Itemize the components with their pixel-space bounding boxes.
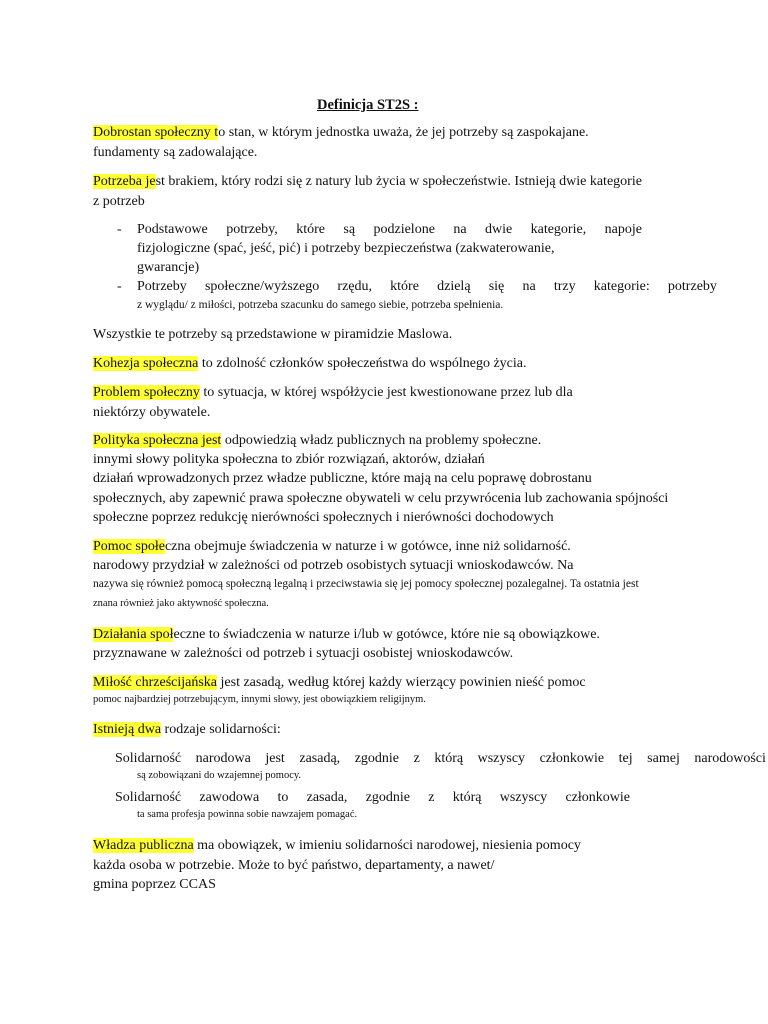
- list-item-2-line1: [137, 278, 717, 296]
- solidarity-national-line2: są zobowiązani do wzajemnej pomocy.: [137, 770, 302, 781]
- list-item-2-line2: z wyglądu/ z miłości, potrzeba szacunku do samego siebie, potrzeba spełnienia.: [137, 299, 504, 311]
- highlighted-term: Dobrostan społeczny t: [93, 125, 219, 140]
- paragraph-dzialania-line2: przyznawane w zależności od potrzeb i sytuacji osobistej wnioskodawców.: [93, 646, 514, 661]
- highlighted-term: Kohezja społeczna: [93, 356, 199, 371]
- text-span: eczne to świadczenia w naturze i/lub w gotówce, które nie są obowiązkowe.: [173, 627, 600, 642]
- word: Solidarność: [115, 790, 182, 805]
- paragraph-polityka-line5: społeczne poprzez redukcję nierówności społecznych i nierówności dochodowych: [93, 510, 554, 525]
- paragraph-kohezja: [93, 355, 526, 373]
- word: jest: [265, 751, 285, 766]
- highlighted-term: Potrzeba je: [93, 174, 156, 189]
- solidarity-professional-line2: ta sama profesja powinna sobie nawzajem pomagać.: [137, 809, 358, 820]
- paragraph-maslow: Wszystkie te potrzeby są przedstawione w piramidzie Maslowa.: [93, 327, 453, 342]
- text-span: o stan, w którym jednostka uważa, że jej potrzeby są zaspokajane.: [218, 125, 589, 140]
- word: dzielą: [437, 279, 471, 294]
- paragraph-pomoc-line1: [93, 538, 571, 556]
- word: członkowie: [565, 790, 630, 805]
- paragraph-milosc-line2: pomoc najbardziej potrzebującym, innymi słowy, jest obowiązkiem religijnym.: [93, 694, 426, 705]
- text-span: czna obejmuje świadczenia w naturze i w gotówce, inne niż solidarność.: [164, 539, 571, 554]
- word: na: [453, 222, 467, 237]
- word: dwie: [484, 222, 513, 237]
- word: potrzeby: [667, 279, 717, 294]
- text-span: odpowiedzią władz publicznych na problemy społeczne.: [221, 433, 542, 448]
- paragraph-polityka-line2: innymi słowy polityka społeczna to zbiór rozwiązań, aktorów, działań: [93, 452, 485, 467]
- text-span: to zdolność członków społeczeństwa do wspólnego życia.: [198, 356, 527, 371]
- word: Potrzeby: [137, 279, 187, 294]
- word: Podstawowe: [137, 222, 208, 237]
- paragraph-problem-line1: [93, 384, 573, 402]
- paragraph-dobrostan-line2: fundamenty są zadowalające.: [93, 145, 258, 160]
- paragraph-pomoc-line3: nazywa się również pomocą społeczną legalną i przeciwstawia się jej pomocy społecznej pozalegalnej. Ta ostatnia jest: [93, 578, 639, 590]
- word: tej: [618, 751, 633, 766]
- word: zasada,: [306, 790, 348, 805]
- highlighted-term: Problem społeczny: [93, 385, 200, 400]
- word: narodowa: [195, 751, 251, 766]
- text-span: ma obowiązek, w imieniu solidarności narodowej, niesienia pomocy: [193, 838, 581, 853]
- word: zgodnie: [354, 751, 400, 766]
- word: samej: [647, 751, 680, 766]
- paragraph-wladza-line3: gmina poprzez CCAS: [93, 877, 216, 892]
- word: potrzeby,: [226, 222, 278, 237]
- text-span: jest zasadą, według której każdy wierzący powinien nieść pomoc: [217, 675, 586, 690]
- word: są: [343, 222, 356, 237]
- paragraph-wladza-line2: każda osoba w potrzebie. Może to być państwo, departamenty, a nawet/: [93, 858, 495, 873]
- word: kategorie,: [530, 222, 587, 237]
- text-span: to sytuacja, w której współżycie jest kwestionowane przez lub dla: [199, 385, 573, 400]
- word: z: [428, 790, 435, 805]
- word: wszyscy: [499, 790, 548, 805]
- word: które: [296, 222, 325, 237]
- word: narodowości: [694, 751, 766, 766]
- page-title: Definicja ST2S :: [317, 97, 419, 113]
- list-dash-1: -: [117, 222, 122, 237]
- text-span: rodzaje solidarności:: [161, 722, 281, 737]
- paragraph-milosc-line1: [93, 674, 586, 692]
- paragraph-dobrostan-line1: [93, 124, 589, 142]
- paragraph-potrzeba-line2: z potrzeb: [93, 194, 145, 209]
- highlighted-term: Polityka społeczna jest: [93, 433, 222, 448]
- highlighted-term: Miłość chrześcijańska: [93, 675, 218, 690]
- word: na: [522, 279, 536, 294]
- word: Solidarność: [115, 751, 182, 766]
- word: wszyscy: [477, 751, 526, 766]
- word: napoje: [604, 222, 642, 237]
- word: podzielone: [373, 222, 435, 237]
- list-dash-2: -: [117, 279, 122, 294]
- paragraph-potrzeba-line1: [93, 173, 642, 191]
- word: z: [413, 751, 420, 766]
- list-item-1-line1: [137, 221, 642, 239]
- word: którą: [434, 751, 464, 766]
- word: to: [277, 790, 289, 805]
- solidarity-national-line1: [115, 750, 766, 768]
- word: zawodowa: [199, 790, 260, 805]
- word: członkowie: [539, 751, 605, 766]
- paragraph-polityka-line1: [93, 432, 541, 450]
- highlighted-term: Istnieją dwa: [93, 722, 162, 737]
- word: zasadą,: [299, 751, 341, 766]
- paragraph-dzialania-line1: [93, 626, 600, 644]
- word: rzędu,: [337, 279, 372, 294]
- paragraph-problem-line2: niektórzy obywatele.: [93, 405, 211, 420]
- list-item-1-line2: fizjologiczne (spać, jeść, pić) i potrzeby bezpieczeństwa (zakwaterowanie,: [137, 241, 555, 256]
- solidarity-professional-line1: [115, 789, 630, 807]
- paragraph-istnieja: [93, 721, 281, 739]
- word: które: [390, 279, 419, 294]
- word: którą: [452, 790, 482, 805]
- text-span: st brakiem, który rodzi się z natury lub życia w społeczeństwie. Istnieją dwie kategorie: [155, 174, 642, 189]
- highlighted-term: Działania społ: [93, 627, 174, 642]
- paragraph-polityka-line3: działań wprowadzonych przez władze publiczne, które mają na celu poprawę dobrostanu: [93, 471, 592, 486]
- highlighted-term: Władza publiczna: [93, 838, 194, 853]
- paragraph-polityka-line4: społecznych, aby zapewnić prawa społeczne obywateli w celu przywrócenia lub zachowania spójności: [93, 491, 669, 506]
- list-item-1-line3: gwarancje): [137, 260, 200, 275]
- word: zgodnie: [365, 790, 411, 805]
- paragraph-pomoc-line2: narodowy przydział w zależności od potrzeb osobistych sytuacji wnioskodawców. Na: [93, 558, 574, 573]
- paragraph-wladza-line1: [93, 837, 581, 855]
- highlighted-term: Pomoc społe: [93, 539, 165, 554]
- paragraph-pomoc-line4: znana również jako aktywność społeczna.: [93, 598, 269, 609]
- word: kategorie:: [593, 279, 650, 294]
- word: społeczne/wyższego: [204, 279, 320, 294]
- word: trzy: [553, 279, 576, 294]
- word: się: [488, 279, 505, 294]
